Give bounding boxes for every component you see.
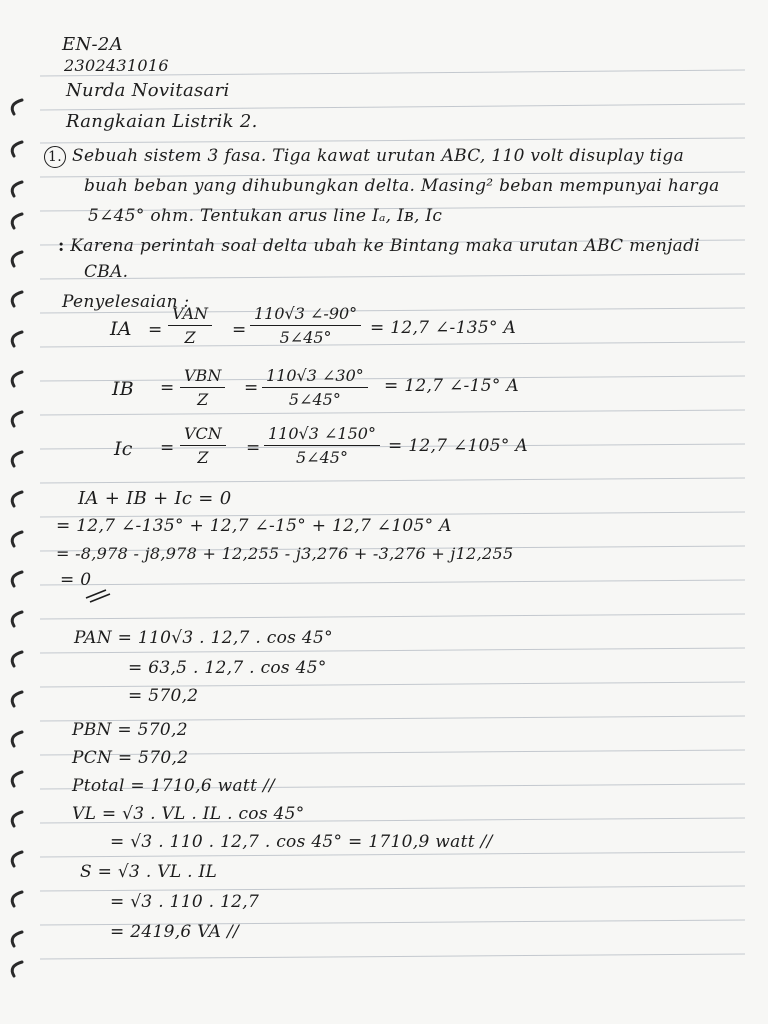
note-line-1 bbox=[58, 236, 700, 256]
pbn-line: PBN = 570,2 bbox=[72, 720, 188, 740]
ia-den: Z bbox=[184, 328, 196, 347]
ib-result: = 12,7 ∠-15° A bbox=[384, 376, 519, 396]
sum-line-1: IA + IB + Ic = 0 bbox=[78, 488, 232, 509]
ia-result: = 12,7 ∠-135° A bbox=[370, 318, 517, 338]
class-label: EN-2A bbox=[62, 34, 123, 55]
ic-eq2: = bbox=[246, 438, 261, 458]
ia-lhs: IA bbox=[110, 318, 132, 340]
pan-line-3: = 570,2 bbox=[128, 686, 199, 706]
ic-lhs: Ic bbox=[114, 438, 133, 460]
ib-num: VBN bbox=[180, 366, 225, 388]
ib-fraction-2 bbox=[262, 366, 368, 409]
note-text-1: Karena perintah soal delta ubah ke Bintang maka urutan ABC menjadi bbox=[70, 236, 701, 256]
ic-fraction-1 bbox=[180, 424, 226, 467]
student-id: 2302431016 bbox=[64, 56, 169, 75]
ic-fraction-2 bbox=[264, 424, 380, 467]
ib-lhs: IB bbox=[112, 378, 135, 400]
sum-line-3: = -8,978 - j8,978 + 12,255 - j3,276 + -3,276 + j12,255 bbox=[56, 544, 514, 563]
problem-number: 1. bbox=[44, 146, 66, 168]
ib-num2: 110√3 ∠30° bbox=[262, 366, 368, 388]
double-underline-mark bbox=[84, 588, 114, 604]
course-title: Rangkaian Listrik 2. bbox=[66, 111, 258, 132]
ia-num2: 110√3 ∠-90° bbox=[250, 304, 361, 326]
vl-line-1: VL = √3 . VL . IL . cos 45° bbox=[72, 804, 305, 824]
sum-line-2: = 12,7 ∠-135° + 12,7 ∠-15° + 12,7 ∠105° A bbox=[56, 516, 452, 536]
ib-den: Z bbox=[197, 390, 209, 409]
s-line-3: = 2419,6 VA // bbox=[110, 922, 239, 942]
pcn-line: PCN = 570,2 bbox=[72, 748, 189, 768]
bullet-colon-icon: : bbox=[58, 236, 65, 256]
ia-fraction-2 bbox=[250, 304, 361, 347]
pan-line-1: PAN = 110√3 . 12,7 . cos 45° bbox=[74, 628, 333, 648]
s-line-2: = √3 . 110 . 12,7 bbox=[110, 892, 260, 912]
problem-line-3 bbox=[88, 206, 442, 226]
sum-line-4: = 0 bbox=[60, 570, 92, 590]
student-name: Nurda Novitasari bbox=[66, 80, 230, 101]
ia-eq2: = bbox=[232, 320, 247, 340]
current-variables: Iₐ, Iʙ, Iᴄ bbox=[371, 206, 443, 226]
ib-eq2: = bbox=[244, 378, 259, 398]
ib-eq1: = bbox=[160, 378, 175, 398]
ic-eq1: = bbox=[160, 438, 175, 458]
pan-line-2: = 63,5 . 12,7 . cos 45° bbox=[128, 658, 327, 678]
ic-den: Z bbox=[197, 448, 209, 467]
ia-fraction-1 bbox=[168, 304, 212, 347]
s-line-1: S = √3 . VL . IL bbox=[80, 862, 218, 882]
problem-text-1: Sebuah sistem 3 fasa. Tiga kawat urutan ABC, 110 volt disuplay tiga bbox=[72, 146, 685, 166]
note-line-2: CBA. bbox=[84, 262, 129, 282]
problem-line-1 bbox=[44, 146, 684, 168]
ib-den2: 5∠45° bbox=[288, 390, 341, 409]
vl-line-2: = √3 . 110 . 12,7 . cos 45° = 1710,9 watt // bbox=[110, 832, 493, 852]
ic-result: = 12,7 ∠105° A bbox=[388, 436, 528, 456]
ia-num: VAN bbox=[168, 304, 212, 326]
ia-eq1: = bbox=[148, 320, 163, 340]
solution-title: Penyelesaian : bbox=[62, 292, 190, 312]
problem-line-2: buah beban yang dihubungkan delta. Masing² beban mempunyai harga bbox=[84, 176, 720, 196]
ib-fraction-1 bbox=[180, 366, 225, 409]
ic-den2: 5∠45° bbox=[296, 448, 348, 467]
ic-num2: 110√3 ∠150° bbox=[264, 424, 380, 446]
ic-num: VCN bbox=[180, 424, 226, 446]
ia-den2: 5∠45° bbox=[279, 328, 332, 347]
problem-text-3: 5∠45° ohm. Tentukan arus line bbox=[88, 206, 367, 226]
ptotal-line: Ptotal = 1710,6 watt // bbox=[72, 776, 275, 796]
